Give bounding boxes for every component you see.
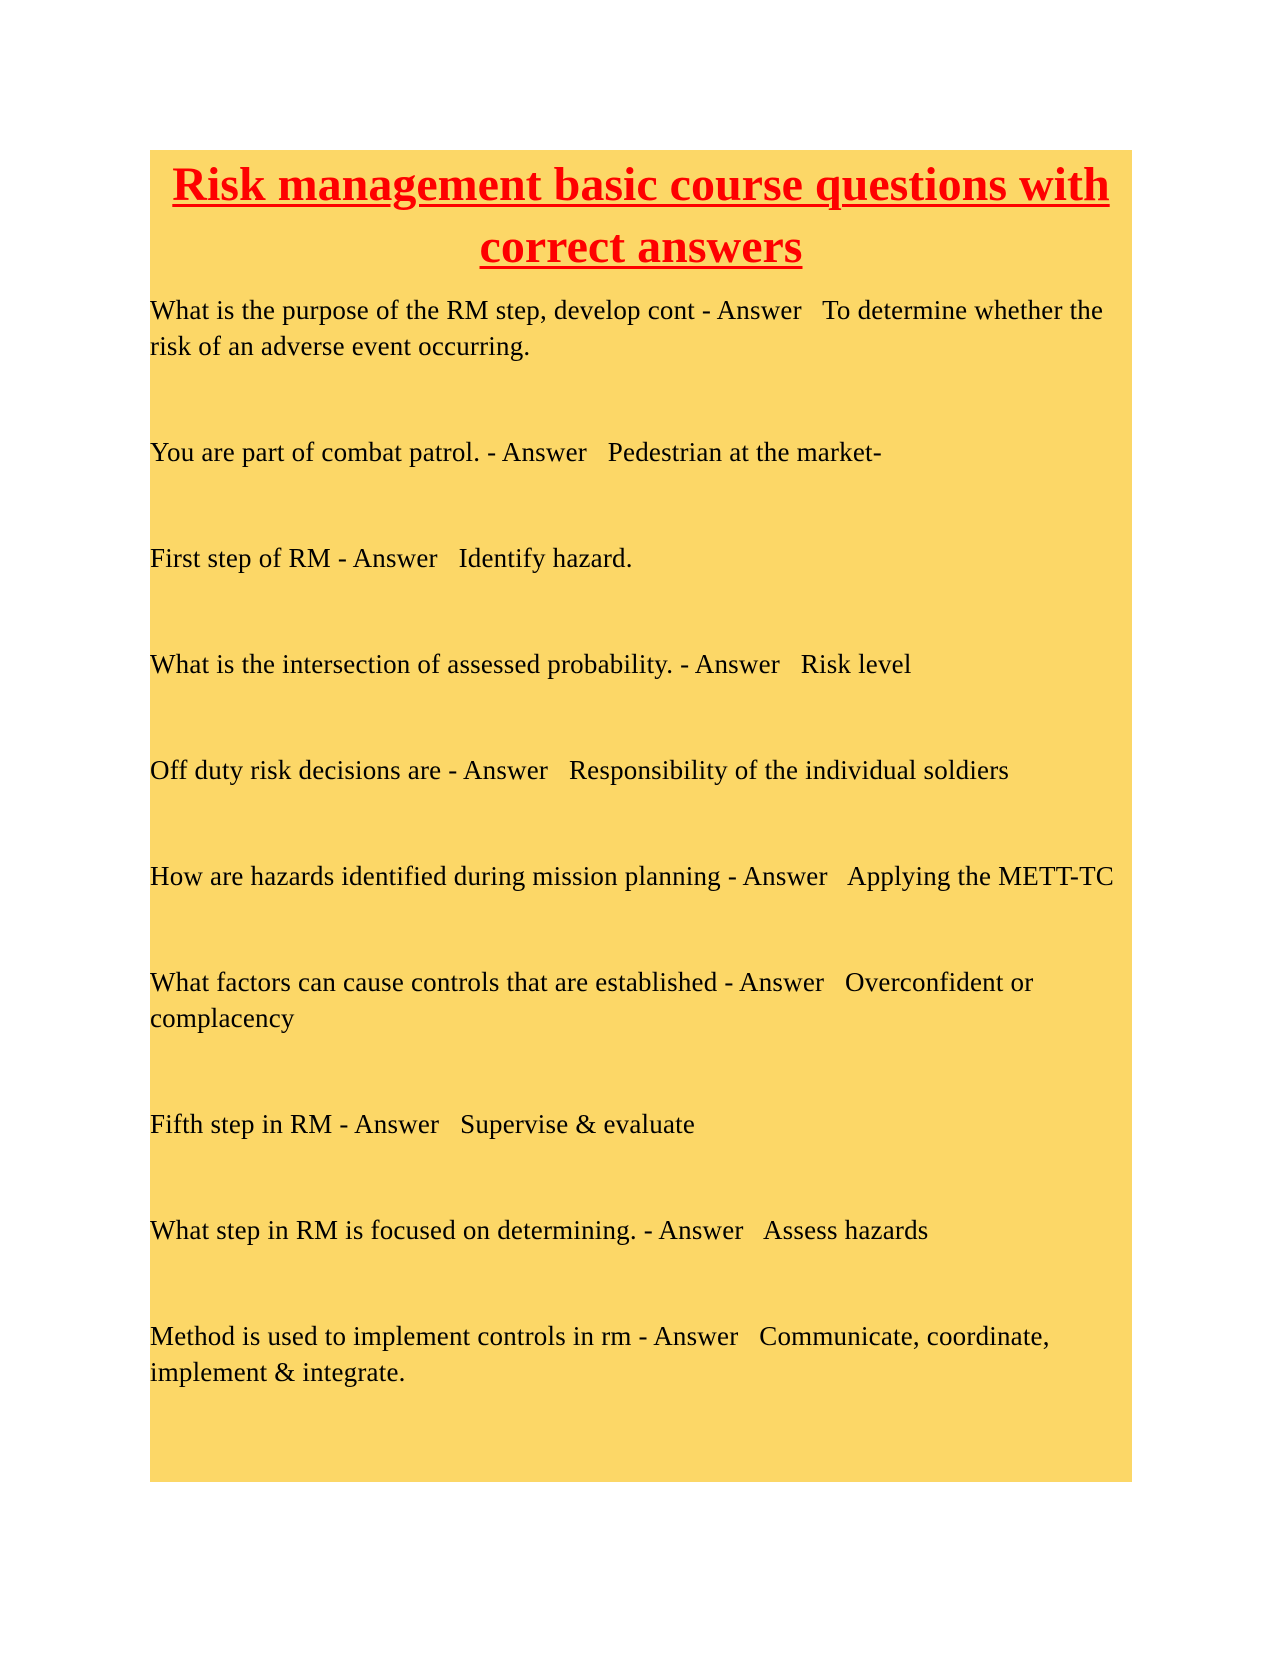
qa-item: Off duty risk decisions are - Answer Responsibility of the individual soldiers [150, 755, 1010, 785]
qa-item: First step of RM - Answer Identify hazard. [150, 543, 633, 573]
qa-item: What step in RM is focused on determining. - Answer Assess hazards [150, 1215, 929, 1245]
qa-item: Method is used to implement controls in rm - Answer Communicate, coordinate, implement & integrate. [150, 1321, 1057, 1387]
qa-item: What is the intersection of assessed probability. - Answer Risk level [150, 649, 912, 679]
qa-item: How are hazards identified during mission planning - Answer Applying the METT-TC [150, 861, 1114, 891]
qa-item: Fifth step in RM - Answer Supervise & evaluate [150, 1109, 696, 1139]
qa-list [150, 292, 1132, 1460]
qa-item: What is the purpose of the RM step, develop cont - Answer To determine whether the risk of an adverse event occurring. [150, 295, 1111, 361]
qa-item: What factors can cause controls that are established - Answer Overconfident or complacency [150, 967, 1041, 1033]
document-title: Risk management basic course questions with correct answers [172, 158, 1110, 273]
qa-item: You are part of combat patrol. - Answer Pedestrian at the market- [150, 437, 882, 467]
highlighted-content-block [150, 150, 1132, 1482]
